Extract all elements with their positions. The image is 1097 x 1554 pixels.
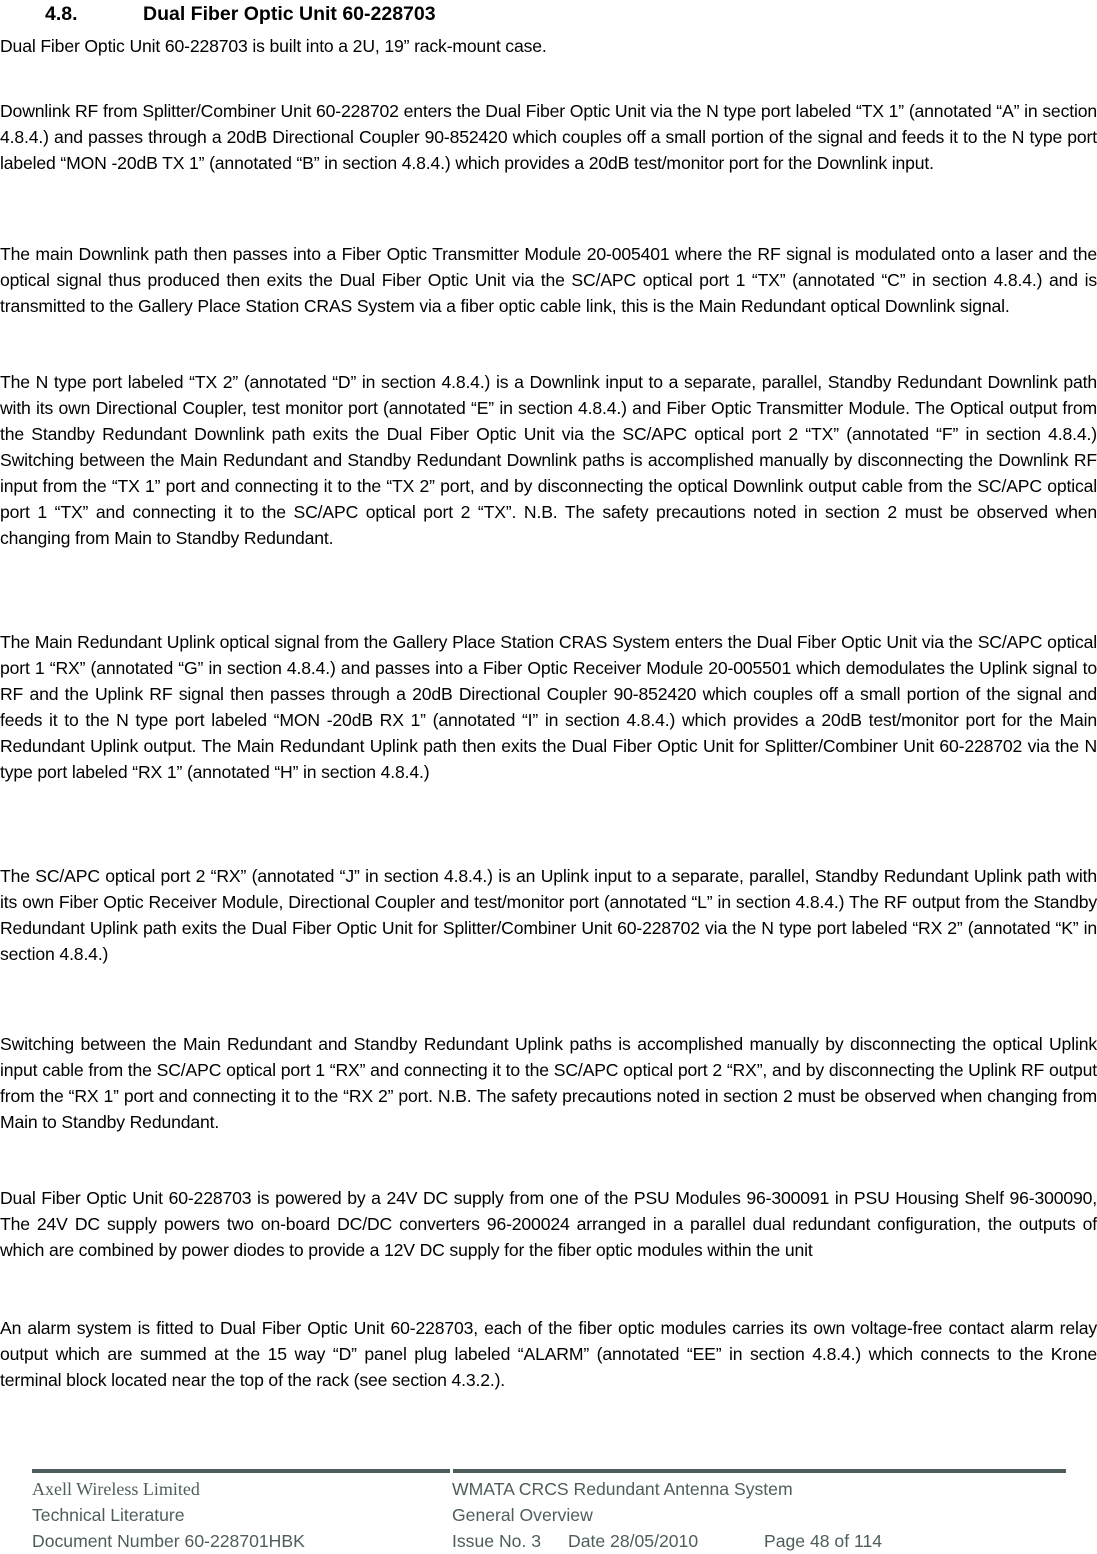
footer-left-column [32, 1476, 452, 1554]
footer-system-title: WMATA CRCS Redundant Antenna System [452, 1479, 793, 1499]
footer-rule-right [453, 1469, 1066, 1473]
footer-page-number: Page 48 of 114 [764, 1531, 883, 1551]
paragraph-main-uplink: The Main Redundant Uplink optical signal from the Gallery Place Station CRAS System enters the Dual Fiber Optic Unit via the SC/APC optical port 1 “RX” (annotated “G” in section 4.8.4.) and passes into a Fiber Optic Receiver Module 20-005501 which demodulates the Uplink signal to RF and the Uplink RF signal then passes through a 20dB Directional Coupler 90-852420 which couples off a small portion of the signal and feeds it to the N type port labeled “MON -20dB RX 1” (annotated “I” in section 4.8.4.) which provides a 20dB test/monitor port for the Main Redundant Uplink output. The Main Redundant Uplink path then exits the Dual Fiber Optic Unit for Splitter/Combiner Unit 60-228702 via the N type port labeled “RX 1” (annotated “H” in section 4.8.4.) [0, 632, 1097, 782]
paragraph-standby-uplink: The SC/APC optical port 2 “RX” (annotated “J” in section 4.8.4.) is an Uplink input to a separate, parallel, Standby Redundant Uplink path with its own Fiber Optic Receiver Module, Directional Coupler and test/monitor port (annotated “L” in section 4.8.4.) The RF output from the Standby Redundant Uplink path exits the Dual Fiber Optic Unit for Splitter/Combiner Unit 60-228702 via the N type port labeled “RX 2” (annotated “K” in section 4.8.4.) [0, 866, 1097, 964]
footer-meta [452, 1528, 1072, 1554]
footer-issue: Issue No. 3 [452, 1531, 541, 1551]
paragraph-downlink-input: Downlink RF from Splitter/Combiner Unit 60-228702 enters the Dual Fiber Optic Unit via the N type port labeled “TX 1” (annotated “A” in section 4.8.4.) and passes through a 20dB Directional Coupler 90-852420 which couples off a small portion of the signal and feeds it to the N type port labeled “MON -20dB TX 1” (annotated “B” in section 4.8.4.) which provides a 20dB test/monitor port for the Downlink input. [0, 101, 1097, 173]
footer-company: Axell Wireless Limited [32, 1479, 200, 1499]
paragraph-alarm-system: An alarm system is fitted to Dual Fiber Optic Unit 60-228703, each of the fiber optic modules carries its own voltage-free contact alarm relay output which are summed at the 15 way “D” panel plug labeled “ALARM” (annotated “EE” in section 4.8.4.) which connects to the Krone terminal block located near the top of the rack (see section 4.3.2.). [0, 1318, 1097, 1390]
paragraph-main-downlink: The main Downlink path then passes into a Fiber Optic Transmitter Module 20-005401 where the RF signal is modulated onto a laser and the optical signal thus produced then exits the Dual Fiber Optic Unit via the SC/APC optical port 1 “TX” (annotated “C” in section 4.8.4.) and is transmitted to the Gallery Place Station CRAS System via a fiber optic cable link, this is the Main Redundant optical Downlink signal. [0, 244, 1097, 316]
paragraph-uplink-switching: Switching between the Main Redundant and Standby Redundant Uplink paths is accomplished manually by disconnecting the optical Uplink input cable from the SC/APC optical port 1 “RX” and connecting it to the SC/APC optical port 2 “RX”, and by disconnecting the Uplink RF output from the “RX 1” port and connecting it to the “RX 2” port. N.B. The safety precautions noted in section 2 must be observed when changing from Main to Standby Redundant. [0, 1034, 1097, 1132]
section-number: 4.8. [45, 3, 78, 25]
paragraph-case: Dual Fiber Optic Unit 60-228703 is built into a 2U, 19” rack-mount case. [0, 36, 547, 56]
footer-category: Technical Literature [32, 1505, 185, 1525]
section-heading [45, 2, 436, 26]
footer-subtitle: General Overview [452, 1505, 593, 1525]
footer-date: Date 28/05/2010 [568, 1531, 699, 1551]
footer-right-column [452, 1476, 1072, 1554]
paragraph-standby-downlink: The N type port labeled “TX 2” (annotated “D” in section 4.8.4.) is a Downlink input to a separate, parallel, Standby Redundant Downlink path with its own Directional Coupler, test monitor port (annotated “E” in section 4.8.4.) and Fiber Optic Transmitter Module. The Optical output from the Standby Redundant Downlink path exits the Dual Fiber Optic Unit via the SC/APC optical port 2 “TX” (annotated “F” in section 4.8.4.) Switching between the Main Redundant and Standby Redundant Downlink paths is accomplished manually by disconnecting the Downlink RF input from the “TX 1” port and connecting it to the “TX 2” port, and by disconnecting the optical Downlink output cable from the SC/APC optical port 1 “TX” and connecting it to the SC/APC optical port 2 “TX”. N.B. The safety precautions noted in section 2 must be observed when changing from Main to Standby Redundant. [0, 372, 1097, 548]
paragraph-power-supply: Dual Fiber Optic Unit 60-228703 is powered by a 24V DC supply from one of the PSU Modules 96-300091 in PSU Housing Shelf 96-300090, The 24V DC supply powers two on-board DC/DC converters 96-200024 arranged in a parallel dual redundant configuration, the outputs of which are combined by power diodes to provide a 12V DC supply for the fiber optic modules within the unit [0, 1188, 1097, 1260]
footer-rule-left [32, 1469, 450, 1473]
section-title: Dual Fiber Optic Unit 60-228703 [143, 3, 436, 25]
footer-document-number: Document Number 60-228701HBK [32, 1531, 305, 1551]
